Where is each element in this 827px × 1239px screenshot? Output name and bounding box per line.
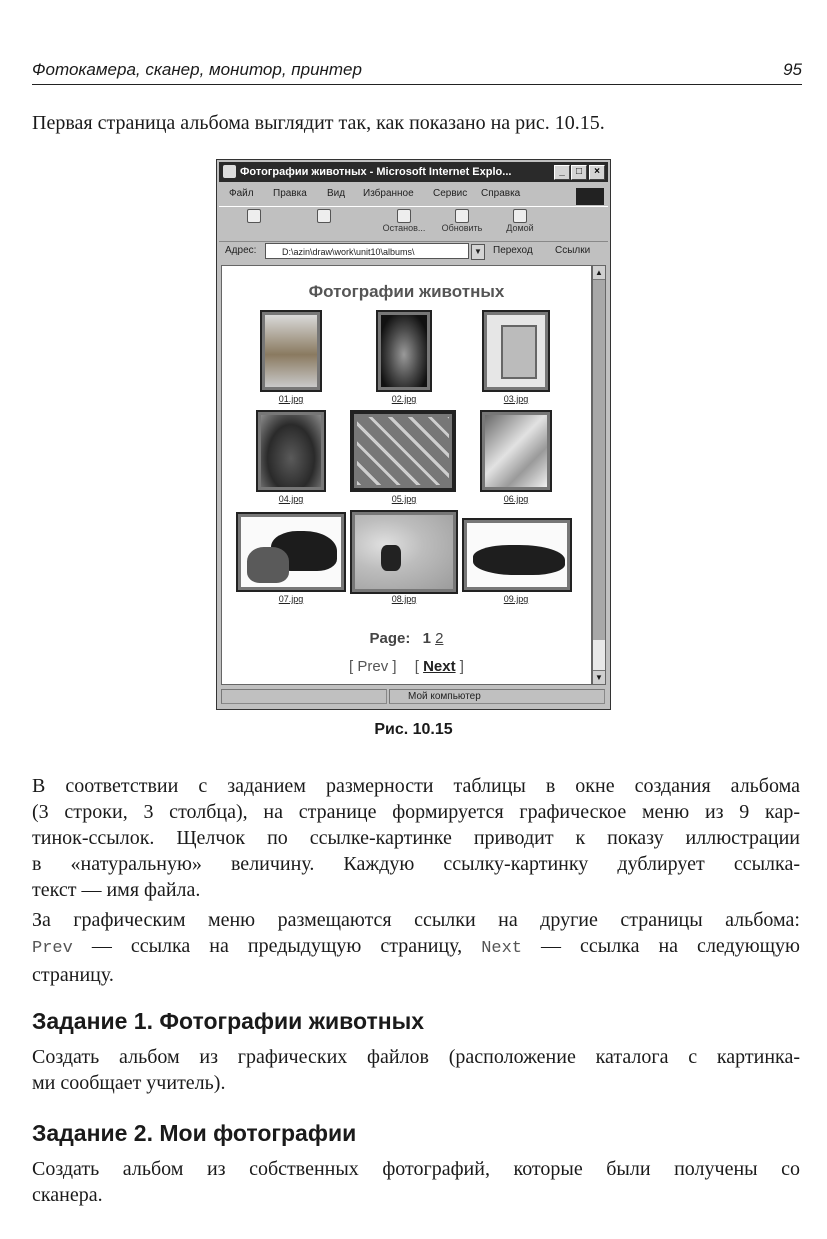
refresh-button[interactable] [437,209,487,233]
refresh-label: Обновить [441,223,483,233]
task-2-line: сканера. [32,1184,103,1206]
photo-link-04[interactable]: 04.jpg [278,494,304,504]
menu-tools[interactable]: Сервис [433,188,468,199]
task-2-heading: Задание 2. Мои фотографии [32,1120,357,1146]
paragraph-1-line: текст — имя файла. [32,879,201,901]
paragraph-1-line: в «натуральную» величину. Каждую ссылку-картинку дублирует ссылка- [32,853,800,875]
refresh-icon [455,209,469,223]
status-zone [389,689,605,704]
photo-thumbnail-01[interactable] [260,310,322,392]
task-2-text [32,1156,800,1208]
home-button[interactable] [495,209,545,233]
photo-link-06[interactable]: 06.jpg [503,494,529,504]
address-bar [219,242,608,262]
browser-title: Фотографии животных - Microsoft Internet Explo... [240,166,512,178]
photo-thumbnail-05[interactable] [350,410,456,492]
page-link-2[interactable]: 2 [435,630,444,647]
browser-window [216,159,611,710]
task-1-line: ми сообщает учитель). [32,1072,226,1094]
photo-thumbnail-02[interactable] [376,310,432,392]
code-prev: Prev [32,939,73,958]
album-title: Фотографии животных [308,282,505,301]
links-button[interactable]: Ссылки [555,245,591,256]
photo-link-05[interactable]: 05.jpg [391,494,417,504]
browser-titlebar [219,162,608,182]
paragraph-2-line: За графическим меню размещаются ссылки на другие страницы альбома: [32,909,800,931]
code-next: Next [481,939,522,958]
photo-link-07[interactable]: 07.jpg [278,594,304,604]
menu-edit[interactable]: Правка [273,188,307,199]
pager [222,630,591,647]
go-button[interactable]: Переход [493,245,533,256]
photo-link-09[interactable]: 09.jpg [503,594,529,604]
photo-link-08[interactable]: 08.jpg [391,594,417,604]
photo-thumbnail-07[interactable] [236,512,346,592]
vertical-scrollbar[interactable] [592,265,606,685]
stop-button[interactable] [379,209,429,233]
paragraph-1-line: тинок-ссылок. Щелчок по ссылке-картинке приводит к показу иллюстрации [32,827,800,849]
stop-icon [397,209,411,223]
running-title: Фотокамера, сканер, монитор, принтер [32,60,362,79]
page-number: 95 [783,60,802,79]
maximize-icon[interactable]: □ [571,165,587,180]
home-label: Домой [506,223,534,233]
scroll-up-icon[interactable]: ▲ [593,266,605,280]
task-1-text [32,1044,800,1096]
page-label: Page: [369,630,411,647]
scroll-thumb[interactable] [593,280,605,640]
page-current: 1 [422,630,431,647]
running-header [32,58,802,85]
menu-view[interactable]: Вид [327,188,346,199]
text-mid: — ссылка на предыдущую страницу, [72,935,482,957]
figure-caption: Рис. 10.15 [374,721,453,738]
address-label: Адрес: [225,245,257,256]
paragraph-1-line: (3 строки, 3 столбца), на странице формируется графическое меню из 9 кар- [32,801,800,823]
forward-button[interactable] [299,209,349,223]
photo-thumbnail-03[interactable] [482,310,550,392]
menu-help[interactable]: Справка [481,188,521,199]
photo-link-03[interactable]: 03.jpg [503,394,529,404]
menu-favorites[interactable]: Избранное [363,188,414,199]
back-arrow-icon [247,209,261,223]
photo-thumbnail-08[interactable] [350,510,458,594]
scroll-down-icon[interactable]: ▼ [593,670,605,684]
paragraph-1 [32,773,800,903]
intro-paragraph [32,110,800,136]
back-button[interactable] [229,209,279,223]
address-dropdown-icon[interactable]: ▼ [471,244,485,260]
minimize-icon[interactable]: _ [554,165,570,180]
photo-link-01[interactable]: 01.jpg [278,394,304,404]
prev-link[interactable]: [ Prev ] [349,658,397,675]
status-segment-left [221,689,387,704]
photo-thumbnail-04[interactable] [256,410,326,492]
intro-text: Первая страница альбома выглядит так, как показано на рис. 10.15. [32,112,605,134]
next-link-group: [ Next ] [414,658,464,675]
home-icon [513,209,527,223]
paragraph-1-line: В соответствии с заданием размерности таблицы в окне создания альбома [32,775,800,797]
text-end: — ссылка на следующую [522,935,800,957]
task-2-line: Создать альбом из собственных фотографий, которые были получены со [32,1158,800,1180]
forward-arrow-icon [317,209,331,223]
page-viewport [221,265,592,685]
photo-thumbnail-06[interactable] [480,410,552,492]
menu-file[interactable]: Файл [229,188,254,199]
task-1-heading: Задание 1. Фотографии животных [32,1008,425,1034]
paragraph-2-line [32,933,800,962]
browser-menubar [219,184,608,204]
address-input[interactable]: D:\azin\draw\work\unit10\albums\ [265,243,469,259]
ie-icon [223,165,236,178]
stop-label: Останов... [382,223,426,233]
status-text: Мой компьютер [408,691,481,702]
browser-toolbar [219,206,608,242]
next-link[interactable]: Next [423,658,456,675]
album-nav [222,658,591,675]
close-icon[interactable]: × [589,165,605,180]
photo-thumbnail-09[interactable] [462,518,572,592]
browser-statusbar [219,688,608,706]
photo-link-02[interactable]: 02.jpg [391,394,417,404]
task-1-line: Создать альбом из графических файлов (расположение каталога с картинка- [32,1046,800,1068]
paragraph-2 [32,907,800,988]
windows-logo-icon [576,188,604,205]
paragraph-2-line: страницу. [32,964,114,986]
